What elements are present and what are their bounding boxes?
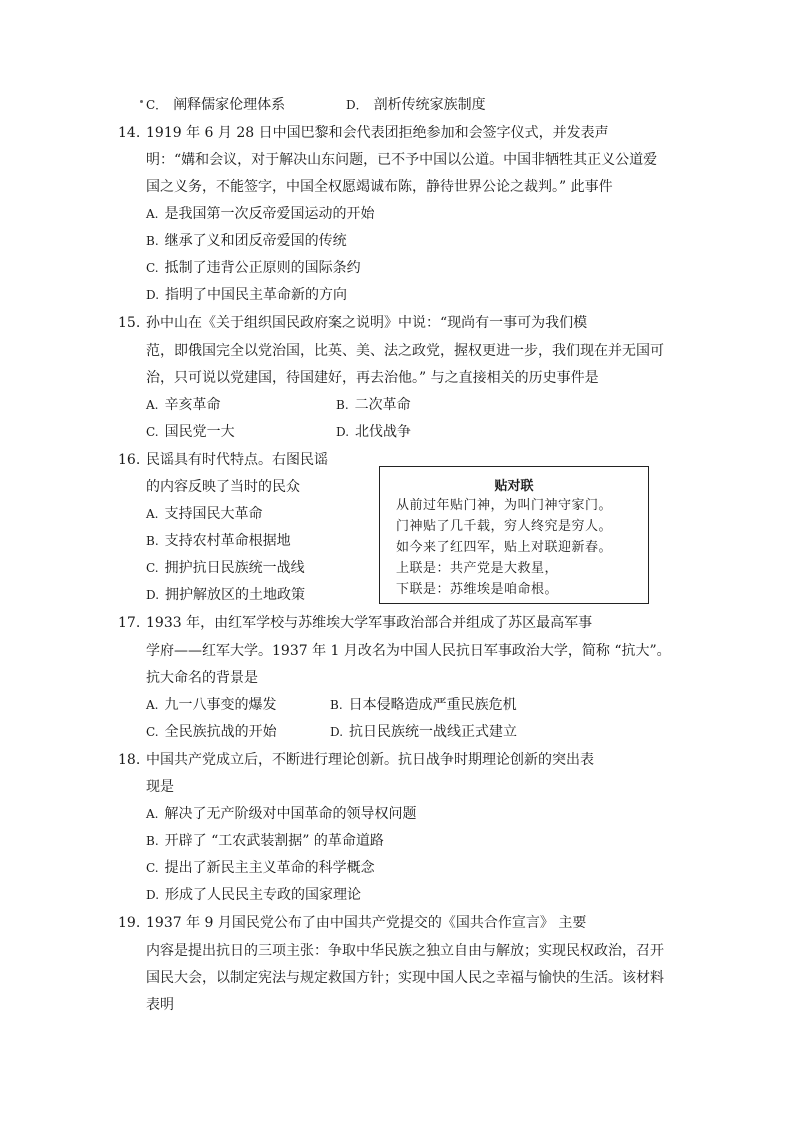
q14-stem-line: 1919 年 6 月 28 日中国巴黎和会代表团拒绝参加和会签字仪式，并发表声	[146, 125, 609, 141]
q18-option-d: D. 形成了人民民主专政的国家理论	[146, 887, 362, 903]
q17-option-c: C. 全民族抗战的开始	[146, 724, 277, 740]
ballad-line: 门神贴了几千载，穷人终究是穷人。	[396, 519, 613, 534]
q15-stem-line: 孙中山在《关于组织国民政府案之说明》中说：“现尚有一事可为我们模	[146, 315, 588, 331]
ballad-line: 如今来了红四军，贴上对联迎新春。	[396, 540, 613, 555]
q18-option-a: A. 解决了无产阶级对中国革命的领导权问题	[146, 806, 417, 822]
q18-option-c: C. 提出了新民主主义革命的科学概念	[146, 860, 375, 876]
q14-option-c: C. 抵制了违背公正原则的国际条约	[146, 260, 361, 276]
q19-stem-line: 表明	[146, 997, 174, 1013]
ballad-line: 从前过年贴门神，为叫门神守家门。	[396, 498, 613, 513]
q17-option-b: B. 日本侵略造成严重民族危机	[330, 697, 517, 713]
q14-option-a: A. 是我国第一次反帝爱国运动的开始	[146, 206, 375, 222]
q15-option-c: C. 国民党一大	[146, 424, 235, 440]
q15-stem-line: 范，即俄国完全以党治国，比英、美、法之政党，握权更进一步，我们现在并无国可	[146, 343, 664, 359]
q16-option-c: C. 拥护抗日民族统一战线	[146, 560, 305, 576]
stray-mark	[140, 100, 143, 103]
q17-stem-line: 1933 年，由红军学校与苏维埃大学军事政治部合并组成了苏区最高军事	[146, 615, 593, 631]
q15-option-b: B. 二次革命	[336, 397, 411, 413]
q18-stem-line: 中国共产党成立后，不断进行理论创新。抗日战争时期理论创新的突出表	[146, 752, 594, 768]
q18-number: 18.	[118, 752, 141, 768]
q16-option-b: B. 支持农村革命根据地	[146, 533, 291, 549]
q19-stem-line: 1937 年 9 月国民党公布了由中国共产党提交的《国共合作宣言》 主要	[146, 915, 587, 931]
q19-stem-line: 内容是提出抗日的三项主张：争取中华民族之独立自由与解放；实现民权政治，召开	[146, 943, 664, 959]
q17-stem-line: 学府——红军大学。1937 年 1 月改名为中国人民抗日军事政治大学，简称 “抗大”。	[146, 643, 671, 659]
q13-option-c: C． 阐释儒家伦理体系	[146, 97, 286, 113]
q15-option-d: D. 北伐战争	[336, 424, 412, 440]
q16-option-d: D. 拥护解放区的土地政策	[146, 587, 306, 603]
q17-option-d: D. 抗日民族统一战线正式建立	[330, 724, 518, 740]
q19-number: 19.	[118, 915, 141, 931]
q13-option-d: D． 剖析传统家族制度	[346, 97, 486, 113]
q17-stem-line: 抗大命名的背景是	[146, 670, 258, 686]
ballad-title: 贴对联	[494, 479, 534, 494]
q15-number: 15.	[118, 315, 141, 331]
ballad-line: 上联是：共产党是大救星，	[396, 561, 559, 576]
ballad-box	[379, 466, 649, 604]
q14-option-b: B. 继承了义和团反帝爱国的传统	[146, 233, 347, 249]
q14-number: 14.	[118, 125, 141, 141]
q14-stem-line: 明：“媾和会议，对于解决山东问题，已不予中国以公道。中国非牺牲其正义公道爱	[146, 152, 658, 168]
q15-option-a: A. 辛亥革命	[146, 397, 221, 413]
q16-option-a: A. 支持国民大革命	[146, 506, 263, 522]
q16-number: 16.	[118, 452, 141, 468]
q16-stem-line: 的内容反映了当时的民众	[146, 479, 300, 495]
q14-stem-line: 国之义务，不能签字，中国全权愿竭诚布陈，静待世界公论之裁判。” 此事件	[146, 179, 613, 195]
q14-option-d: D. 指明了中国民主革命新的方向	[146, 287, 348, 303]
q18-option-b: B. 开辟了 “工农武装割据” 的革命道路	[146, 833, 384, 849]
q19-stem-line: 国民大会，以制定宪法与规定救国方针；实现中国人民之幸福与愉快的生活。该材料	[146, 970, 664, 986]
ballad-line: 下联是：苏维埃是咱命根。	[396, 582, 559, 597]
q17-option-a: A. 九一八事变的爆发	[146, 697, 277, 713]
q16-stem-line: 民谣具有时代特点。右图民谣	[146, 452, 328, 468]
q15-stem-line: 治，只可说以党建国，待国建好，再去治他。” 与之直接相关的历史事件是	[146, 370, 599, 386]
q18-stem-line: 现是	[146, 779, 174, 795]
q17-number: 17.	[118, 615, 141, 631]
